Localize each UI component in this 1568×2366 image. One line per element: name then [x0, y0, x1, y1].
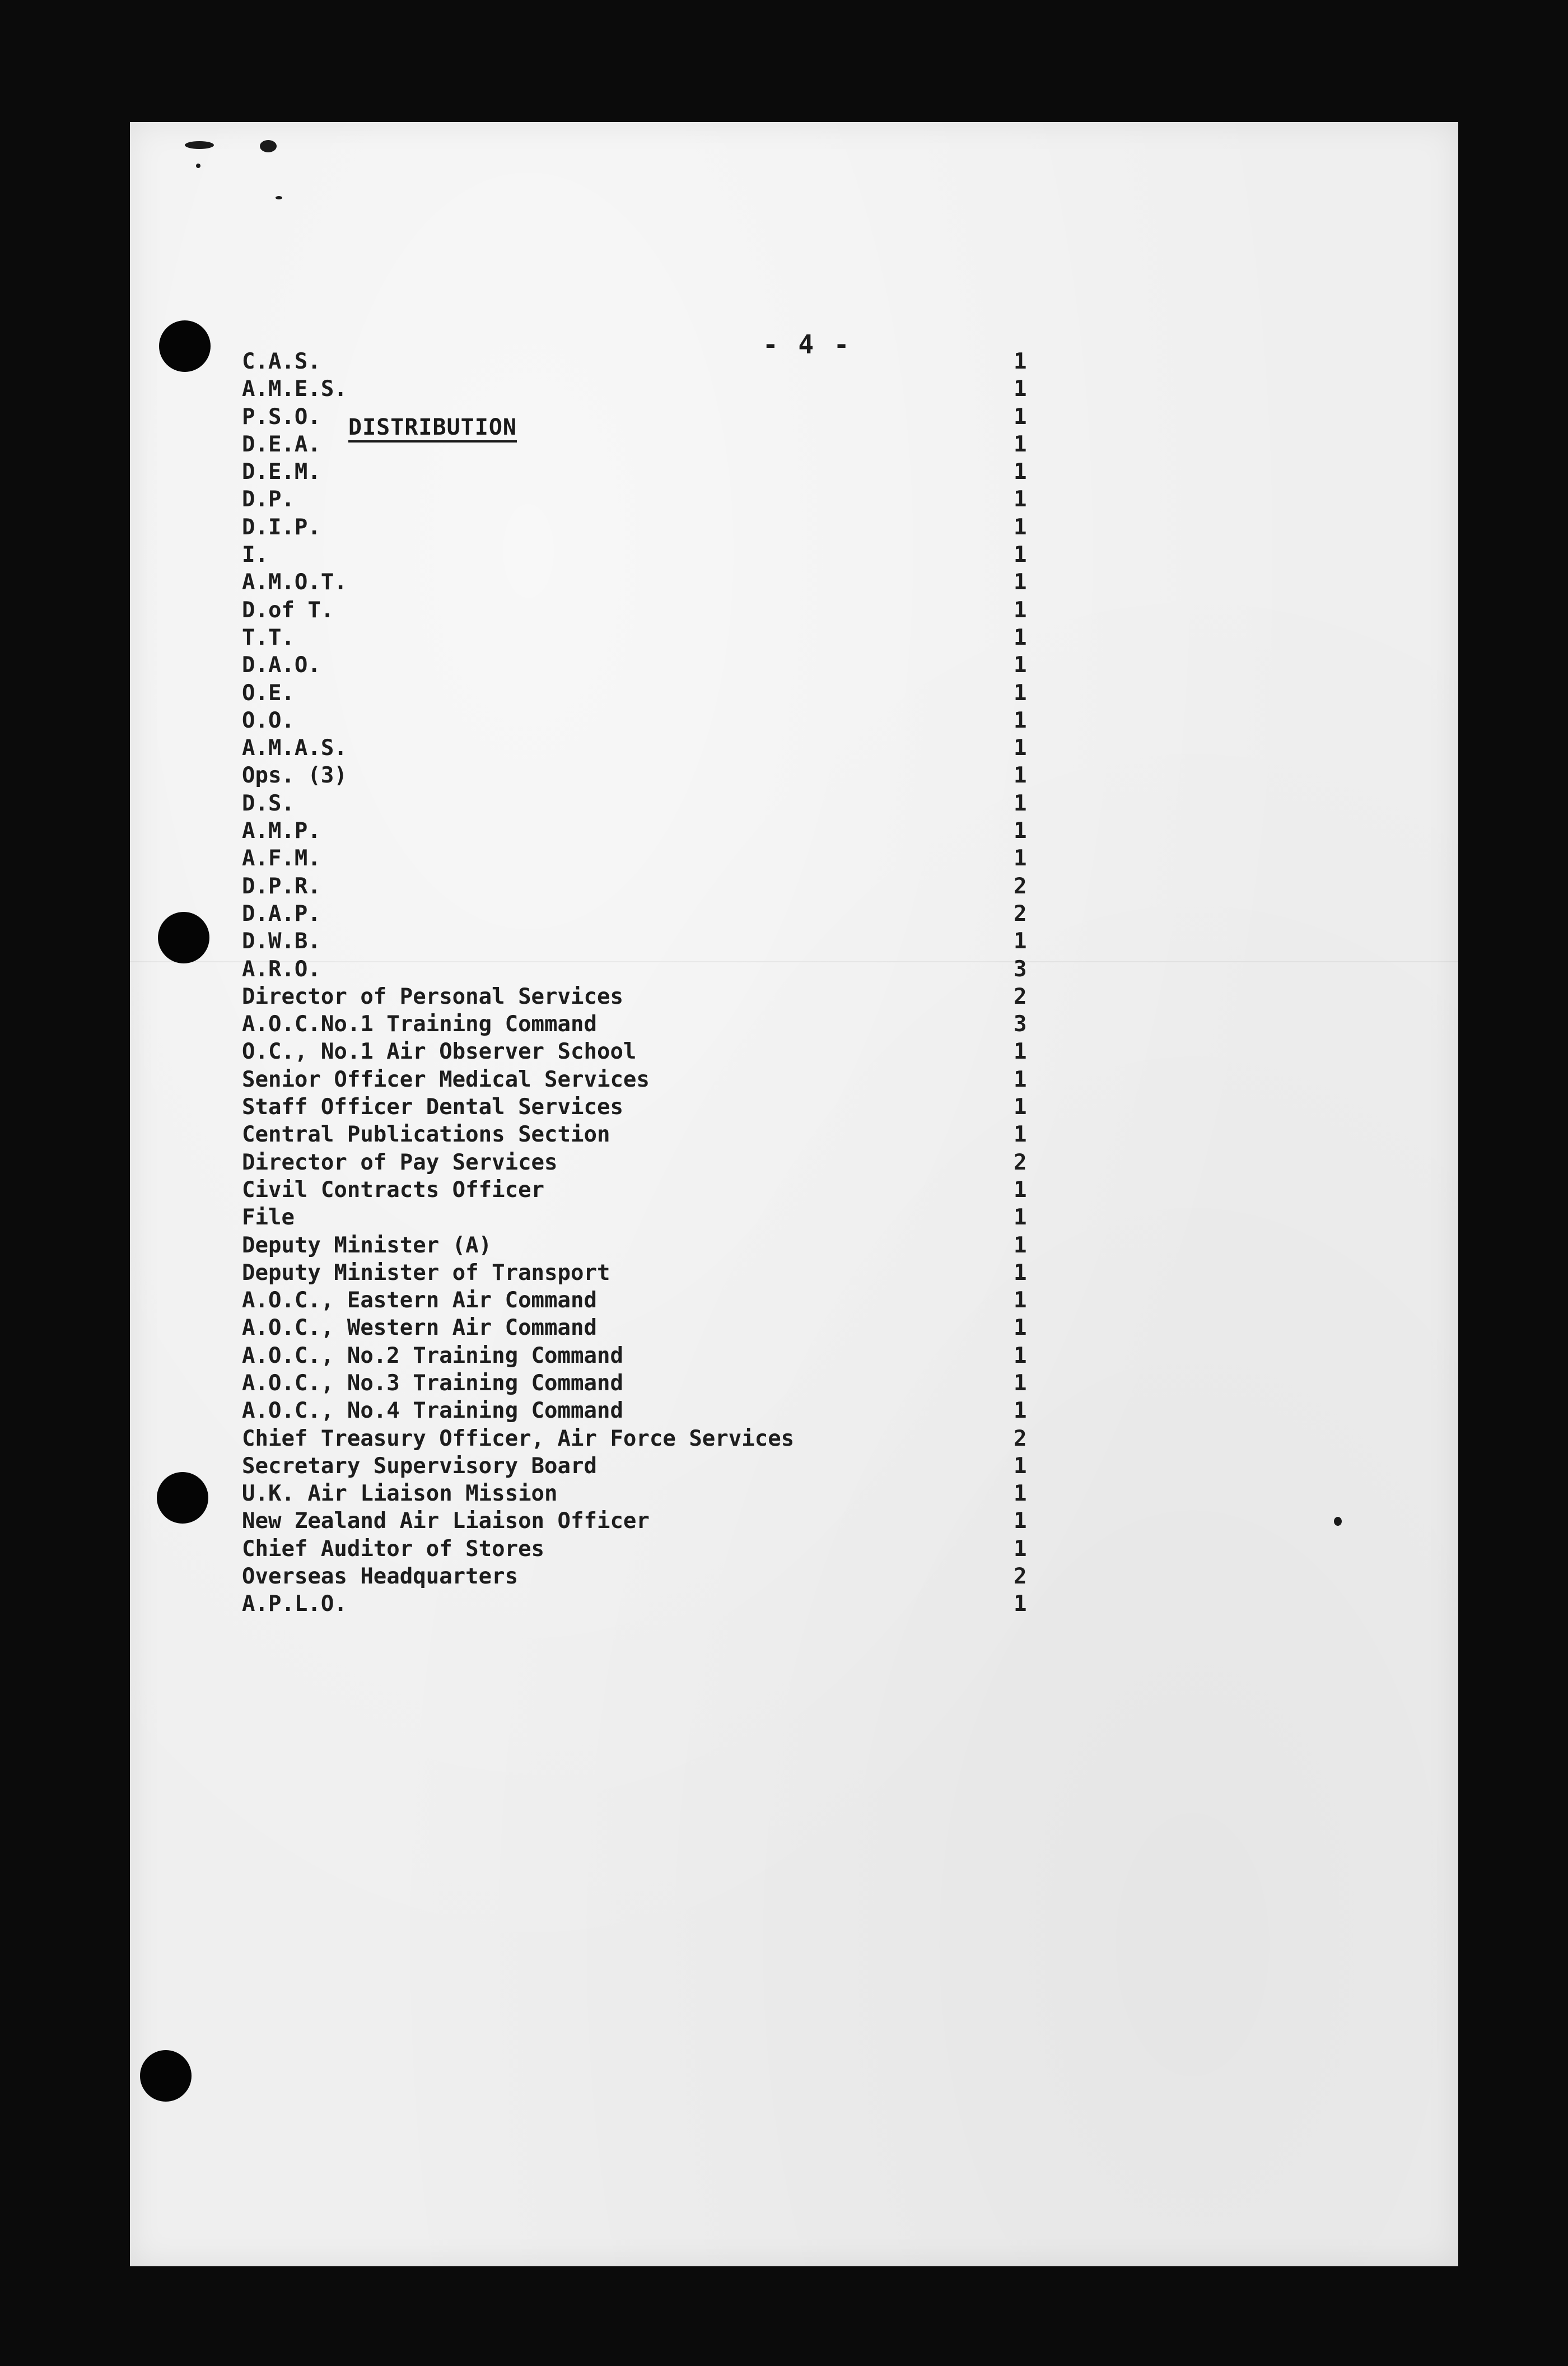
- distribution-row: [242, 541, 1071, 569]
- recipient-name: D.P.R.: [242, 873, 321, 899]
- recipient-name: D.of T.: [242, 597, 334, 623]
- distribution-row: [242, 1535, 1071, 1563]
- copy-count: 1: [1014, 790, 1027, 816]
- distribution-row: [242, 762, 1071, 789]
- recipient-name: A.F.M.: [242, 846, 321, 872]
- distribution-row: [242, 1287, 1071, 1314]
- distribution-row: [242, 348, 1071, 375]
- copy-count: 1: [1014, 542, 1027, 568]
- recipient-name: A.M.O.T.: [242, 570, 347, 595]
- distribution-row: [242, 375, 1071, 403]
- distribution-row: [242, 1204, 1071, 1231]
- distribution-row: [242, 1066, 1071, 1093]
- distribution-row: [242, 486, 1071, 513]
- distribution-row: [242, 679, 1071, 707]
- copy-count: 1: [1014, 459, 1027, 485]
- punch-hole-4: [140, 2050, 192, 2102]
- copy-count: 1: [1014, 846, 1027, 872]
- recipient-name: D.I.P.: [242, 514, 321, 540]
- distribution-row: [242, 1480, 1071, 1507]
- distribution-row: [242, 900, 1071, 928]
- recipient-name: D.A.O.: [242, 653, 321, 678]
- recipient-name: O.O.: [242, 707, 295, 733]
- copy-count: 1: [1014, 818, 1027, 844]
- copy-count: 1: [1014, 1481, 1027, 1507]
- copy-count: 1: [1014, 1094, 1027, 1120]
- recipient-name: A.R.O.: [242, 956, 321, 982]
- distribution-row: [242, 1397, 1071, 1424]
- recipient-name: Overseas Headquarters: [242, 1564, 519, 1590]
- recipient-name: D.W.B.: [242, 929, 321, 954]
- page-number: - 4 -: [763, 329, 852, 360]
- copy-count: 2: [1014, 1426, 1027, 1451]
- distribution-row: [242, 1121, 1071, 1148]
- distribution-row: [242, 845, 1071, 872]
- recipient-name: D.A.P.: [242, 901, 321, 926]
- ink-speck: [260, 140, 277, 152]
- copy-count: 3: [1014, 956, 1027, 982]
- recipient-name: I.: [242, 542, 268, 568]
- recipient-name: P.S.O.: [242, 404, 321, 430]
- recipient-name: D.E.A.: [242, 431, 321, 457]
- copy-count: 1: [1014, 597, 1027, 623]
- distribution-row: [242, 569, 1071, 596]
- recipient-name: A.M.A.S.: [242, 735, 347, 761]
- distribution-row: [242, 928, 1071, 955]
- recipient-name: Central Publications Section: [242, 1122, 610, 1148]
- distribution-row: [242, 1507, 1071, 1535]
- recipient-name: Senior Officer Medical Services: [242, 1066, 650, 1092]
- copy-count: 2: [1014, 873, 1027, 899]
- recipient-name: Civil Contracts Officer: [242, 1177, 545, 1203]
- recipient-name: A.O.C., No.3 Training Command: [242, 1370, 623, 1396]
- copy-count: 2: [1014, 1149, 1027, 1175]
- distribution-row: [242, 651, 1071, 679]
- distribution-row: [242, 431, 1071, 458]
- distribution-row: [242, 873, 1071, 900]
- recipient-name: O.E.: [242, 680, 295, 706]
- copy-count: 1: [1014, 431, 1027, 457]
- recipient-name: File: [242, 1205, 295, 1231]
- distribution-row: [242, 734, 1071, 762]
- recipient-name: Deputy Minister (A): [242, 1232, 492, 1258]
- recipient-name: Director of Personal Services: [242, 984, 623, 1009]
- copy-count: 1: [1014, 1288, 1027, 1314]
- distribution-row: [242, 1259, 1071, 1287]
- distribution-row: [242, 1563, 1071, 1590]
- distribution-row: [242, 790, 1071, 817]
- copy-count: 1: [1014, 763, 1027, 789]
- copy-count: 1: [1014, 1260, 1027, 1286]
- distribution-row: [242, 983, 1071, 1010]
- recipient-name: Chief Auditor of Stores: [242, 1536, 545, 1562]
- distribution-row: [242, 624, 1071, 651]
- copy-count: 1: [1014, 1177, 1027, 1203]
- distribution-row: [242, 1425, 1071, 1452]
- distribution-row: [242, 707, 1071, 734]
- distribution-heading: DISTRIBUTION: [348, 414, 517, 440]
- distribution-row: [242, 817, 1071, 845]
- copy-count: 1: [1014, 735, 1027, 761]
- copy-count: 1: [1014, 1122, 1027, 1148]
- recipient-name: D.P.: [242, 487, 295, 513]
- distribution-row: [242, 1149, 1071, 1176]
- recipient-name: U.K. Air Liaison Mission: [242, 1481, 558, 1507]
- distribution-row: [242, 1038, 1071, 1065]
- recipient-name: A.O.C., No.4 Training Command: [242, 1398, 623, 1424]
- distribution-row: [242, 514, 1071, 541]
- copy-count: 1: [1014, 1232, 1027, 1258]
- distribution-row: [242, 1010, 1071, 1038]
- recipient-name: Deputy Minister of Transport: [242, 1260, 610, 1286]
- copy-count: 1: [1014, 707, 1027, 733]
- recipient-name: Chief Treasury Officer, Air Force Services: [242, 1426, 795, 1451]
- recipient-name: O.C., No.1 Air Observer School: [242, 1039, 637, 1065]
- distribution-row: [242, 597, 1071, 624]
- copy-count: 1: [1014, 1508, 1027, 1534]
- recipient-name: Ops. (3): [242, 763, 347, 789]
- recipient-name: Director of Pay Services: [242, 1149, 558, 1175]
- distribution-row: [242, 1093, 1071, 1121]
- copy-count: 3: [1014, 1012, 1027, 1037]
- copy-count: 1: [1014, 929, 1027, 954]
- recipient-name: D.S.: [242, 790, 295, 816]
- copy-count: 2: [1014, 1564, 1027, 1590]
- distribution-row: [242, 1176, 1071, 1204]
- ink-speck: [276, 196, 282, 199]
- copy-count: 1: [1014, 404, 1027, 430]
- punch-hole-3: [157, 1472, 208, 1524]
- copy-count: 1: [1014, 1398, 1027, 1424]
- copy-count: 1: [1014, 1453, 1027, 1479]
- recipient-name: A.O.C.No.1 Training Command: [242, 1012, 597, 1037]
- distribution-list: [242, 348, 1071, 1618]
- ink-speck: [196, 164, 200, 168]
- copy-count: 1: [1014, 1343, 1027, 1368]
- recipient-name: A.M.E.S.: [242, 376, 347, 402]
- recipient-name: A.M.P.: [242, 818, 321, 844]
- copy-count: 1: [1014, 1536, 1027, 1562]
- copy-count: 1: [1014, 376, 1027, 402]
- recipient-name: C.A.S.: [242, 349, 321, 374]
- copy-count: 1: [1014, 514, 1027, 540]
- punch-hole-2: [158, 912, 209, 963]
- recipient-name: A.O.C., Western Air Command: [242, 1315, 597, 1341]
- distribution-row: [242, 1232, 1071, 1259]
- copy-count: 1: [1014, 1039, 1027, 1065]
- distribution-row: [242, 1314, 1071, 1342]
- copy-count: 2: [1014, 901, 1027, 926]
- copy-count: 1: [1014, 1370, 1027, 1396]
- distribution-row: [242, 1590, 1071, 1618]
- recipient-name: Staff Officer Dental Services: [242, 1094, 623, 1120]
- distribution-row: [242, 956, 1071, 983]
- recipient-name: T.T.: [242, 625, 295, 650]
- copy-count: 1: [1014, 487, 1027, 513]
- recipient-name: New Zealand Air Liaison Officer: [242, 1508, 650, 1534]
- recipient-name: Secretary Supervisory Board: [242, 1453, 597, 1479]
- copy-count: 1: [1014, 625, 1027, 650]
- distribution-row: [242, 1342, 1071, 1370]
- ink-speck: [1334, 1517, 1342, 1526]
- copy-count: 1: [1014, 680, 1027, 706]
- recipient-name: D.E.M.: [242, 459, 321, 485]
- distribution-row: [242, 403, 1071, 431]
- recipient-name: A.O.C., No.2 Training Command: [242, 1343, 623, 1368]
- copy-count: 1: [1014, 1066, 1027, 1092]
- copy-count: 1: [1014, 1205, 1027, 1231]
- distribution-row: [242, 458, 1071, 486]
- distribution-row: [242, 1452, 1071, 1480]
- distribution-row: [242, 1370, 1071, 1397]
- ink-speck: [185, 141, 214, 149]
- copy-count: 2: [1014, 984, 1027, 1009]
- recipient-name: A.P.L.O.: [242, 1591, 347, 1617]
- punch-hole-1: [159, 320, 211, 372]
- copy-count: 1: [1014, 570, 1027, 595]
- copy-count: 1: [1014, 1591, 1027, 1617]
- copy-count: 1: [1014, 653, 1027, 678]
- copy-count: 1: [1014, 349, 1027, 374]
- recipient-name: A.O.C., Eastern Air Command: [242, 1288, 597, 1314]
- copy-count: 1: [1014, 1315, 1027, 1341]
